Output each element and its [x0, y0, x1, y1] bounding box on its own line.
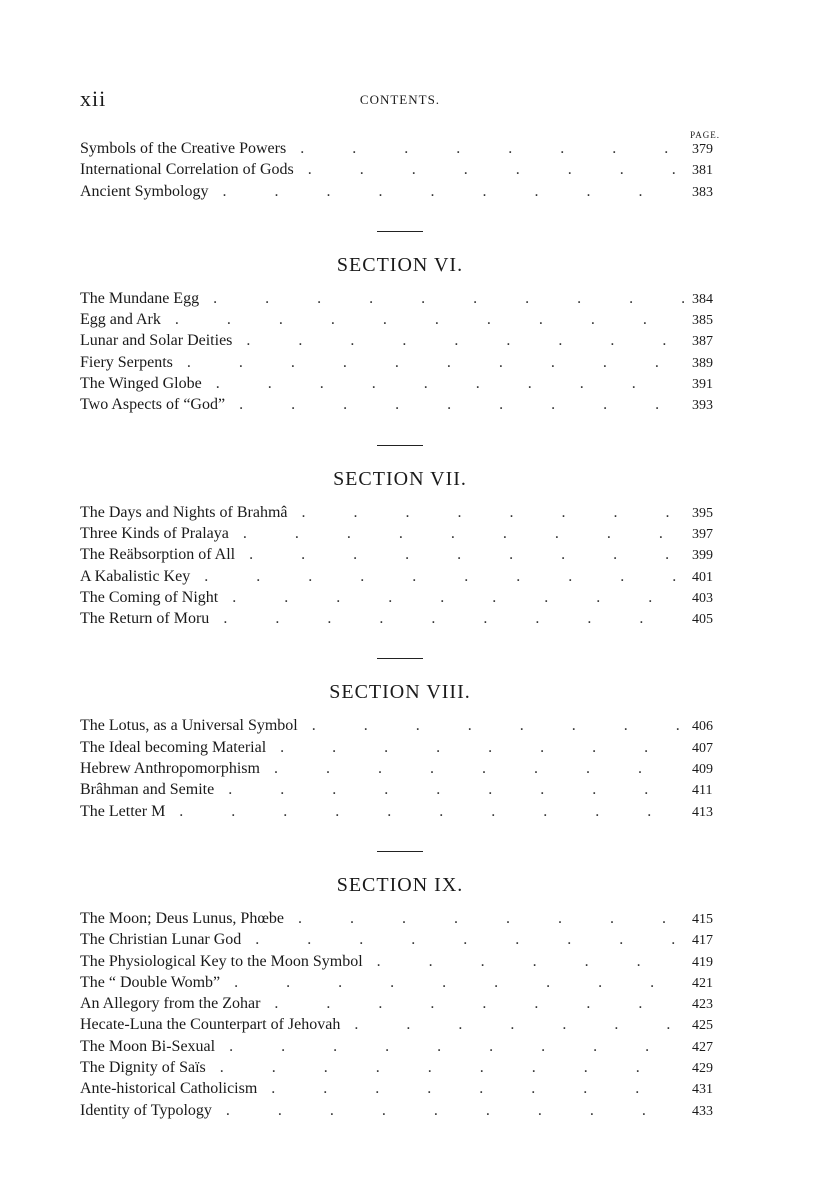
entry-title: The Lotus, as a Universal Symbol — [80, 717, 298, 735]
page-header — [80, 86, 720, 110]
entry-page-number: 433 — [692, 1103, 713, 1119]
entry-title: The Moon Bi-Sexual — [80, 1037, 216, 1055]
toc-entry — [80, 568, 720, 589]
toc-entry — [80, 760, 720, 781]
entry-page-number: 393 — [692, 398, 713, 414]
toc-entry — [80, 931, 720, 952]
section-heading: SECTION VIII. — [329, 681, 471, 704]
entry-page-number: 405 — [692, 612, 713, 628]
entry-title: The Letter M — [80, 802, 166, 820]
entry-title: The Reäbsorption of All — [80, 546, 236, 564]
toc-entry — [80, 396, 720, 417]
dot-leader — [271, 1080, 684, 1098]
toc-entry — [80, 1038, 720, 1059]
dot-leader — [228, 781, 684, 799]
entry-title: Egg and Ark — [80, 311, 161, 329]
running-title: CONTENTS. — [359, 92, 441, 107]
dot-leader — [354, 1016, 684, 1034]
toc-entry — [80, 717, 720, 738]
entry-title: International Correlation of Gods — [80, 161, 294, 179]
section-divider — [377, 231, 423, 232]
dot-leader — [179, 803, 684, 821]
toc-entry — [80, 332, 720, 353]
entry-title: Ante-historical Catholicism — [80, 1080, 258, 1098]
dot-leader — [246, 332, 684, 350]
dot-leader — [274, 995, 684, 1013]
entry-page-number: 417 — [692, 933, 713, 949]
entry-page-number: 415 — [692, 911, 713, 927]
entry-page-number: 401 — [692, 569, 713, 585]
toc-entry — [80, 739, 720, 760]
page-column-label: PAGE. — [690, 130, 720, 140]
table-of-contents — [80, 130, 720, 1123]
entry-title: The Winged Globe — [80, 375, 202, 393]
dot-leader — [204, 568, 684, 586]
entry-title: Fiery Serpents — [80, 353, 173, 371]
dot-leader — [274, 760, 684, 778]
entry-page-number: 389 — [692, 355, 713, 371]
entry-page-number: 425 — [692, 1018, 713, 1034]
toc-entry — [80, 161, 720, 182]
entry-page-number: 387 — [692, 334, 713, 350]
dot-leader — [298, 910, 684, 928]
section-divider — [377, 658, 423, 659]
section-divider — [377, 445, 423, 446]
entry-title: Two Aspects of “God” — [80, 396, 226, 414]
entry-page-number: 409 — [692, 762, 713, 778]
entry-page-number: 379 — [692, 142, 713, 157]
toc-entry — [80, 546, 720, 567]
entry-page-number: 421 — [692, 975, 713, 991]
toc-entry — [80, 610, 720, 631]
entry-page-number: 419 — [692, 954, 713, 970]
dot-leader — [312, 717, 684, 735]
toc-entry — [80, 525, 720, 546]
section-heading: SECTION IX. — [336, 873, 464, 896]
dot-leader — [175, 311, 684, 329]
entry-title: The Christian Lunar God — [80, 931, 242, 949]
toc-entry — [80, 589, 720, 610]
entry-page-number: 411 — [692, 783, 713, 799]
entry-page-number: 423 — [692, 997, 713, 1013]
entry-title: The Days and Nights of Brahmâ — [80, 503, 288, 521]
entry-page-number: 383 — [692, 184, 713, 200]
toc-entry — [80, 803, 720, 824]
entry-title: The Mundane Egg — [80, 289, 200, 307]
dot-leader — [308, 161, 684, 179]
toc-entry — [80, 1059, 720, 1080]
dot-leader — [234, 974, 684, 992]
dot-leader — [226, 1102, 684, 1120]
entry-title: The “ Double Womb” — [80, 973, 221, 991]
dot-leader — [300, 140, 684, 158]
entry-page-number: 429 — [692, 1061, 713, 1077]
entry-page-number: 407 — [692, 740, 713, 756]
entry-title: Lunar and Solar Deities — [80, 332, 233, 350]
dot-leader — [213, 290, 684, 308]
entry-page-number: 381 — [692, 163, 713, 179]
entry-page-number: 391 — [692, 377, 713, 393]
section-heading: SECTION VI. — [336, 253, 464, 276]
toc-entry — [80, 183, 720, 204]
toc-entry — [80, 781, 720, 802]
dot-leader — [220, 1059, 684, 1077]
entry-page-number: 399 — [692, 548, 713, 564]
entry-page-number: 397 — [692, 526, 713, 542]
dot-leader — [239, 396, 684, 414]
entry-page-number: 413 — [692, 804, 713, 820]
entry-page-number: 384 — [692, 291, 713, 307]
dot-leader — [302, 504, 684, 522]
dot-leader — [223, 610, 684, 628]
entry-page-number: 406 — [692, 719, 713, 735]
toc-entry — [80, 311, 720, 332]
toc-entry — [80, 1016, 720, 1037]
dot-leader — [255, 931, 684, 949]
entry-title: The Ideal becoming Material — [80, 738, 267, 756]
entry-title: The Coming of Night — [80, 588, 219, 606]
dot-leader — [222, 183, 684, 201]
dot-leader — [229, 1038, 684, 1056]
toc-entry — [80, 140, 720, 161]
toc-entry — [80, 910, 720, 931]
toc-entry — [80, 354, 720, 375]
page-number: xii — [80, 86, 107, 111]
toc-entry — [80, 504, 720, 525]
toc-entry — [80, 375, 720, 396]
entry-title: The Physiological Key to the Moon Symbol — [80, 952, 363, 970]
entry-title: The Dignity of Saïs — [80, 1059, 206, 1077]
entry-page-number: 385 — [692, 313, 713, 329]
entry-title: An Allegory from the Zohar — [80, 995, 261, 1013]
toc-entry — [80, 1102, 720, 1123]
dot-leader — [243, 525, 684, 543]
dot-leader — [232, 589, 684, 607]
entry-title: The Return of Moru — [80, 610, 210, 628]
entry-title: Three Kinds of Pralaya — [80, 524, 229, 542]
entry-title: Ancient Symbology — [80, 182, 209, 200]
entry-page-number: 427 — [692, 1039, 713, 1055]
toc-entry — [80, 995, 720, 1016]
entry-title: Symbols of the Creative Powers — [80, 140, 287, 157]
entry-title: A Kabalistic Key — [80, 567, 191, 585]
entry-page-number: 431 — [692, 1082, 713, 1098]
toc-entry — [80, 953, 720, 974]
entry-title: Hecate-Luna the Counterpart of Jehovah — [80, 1016, 341, 1034]
dot-leader — [249, 546, 684, 564]
dot-leader — [377, 953, 684, 971]
entry-title: The Moon; Deus Lunus, Phœbe — [80, 909, 284, 927]
entry-title: Hebrew Anthropomorphism — [80, 760, 260, 778]
entry-title: Brâhman and Semite — [80, 781, 215, 799]
toc-entry — [80, 1080, 720, 1101]
dot-leader — [280, 739, 684, 757]
entry-page-number: 403 — [692, 590, 713, 606]
dot-leader — [187, 354, 684, 372]
entry-page-number: 395 — [692, 505, 713, 521]
section-heading: SECTION VII. — [333, 467, 467, 490]
toc-entry — [80, 974, 720, 995]
entry-title: Identity of Typology — [80, 1101, 212, 1119]
section-divider — [377, 851, 423, 852]
toc-entry — [80, 290, 720, 311]
dot-leader — [216, 375, 684, 393]
